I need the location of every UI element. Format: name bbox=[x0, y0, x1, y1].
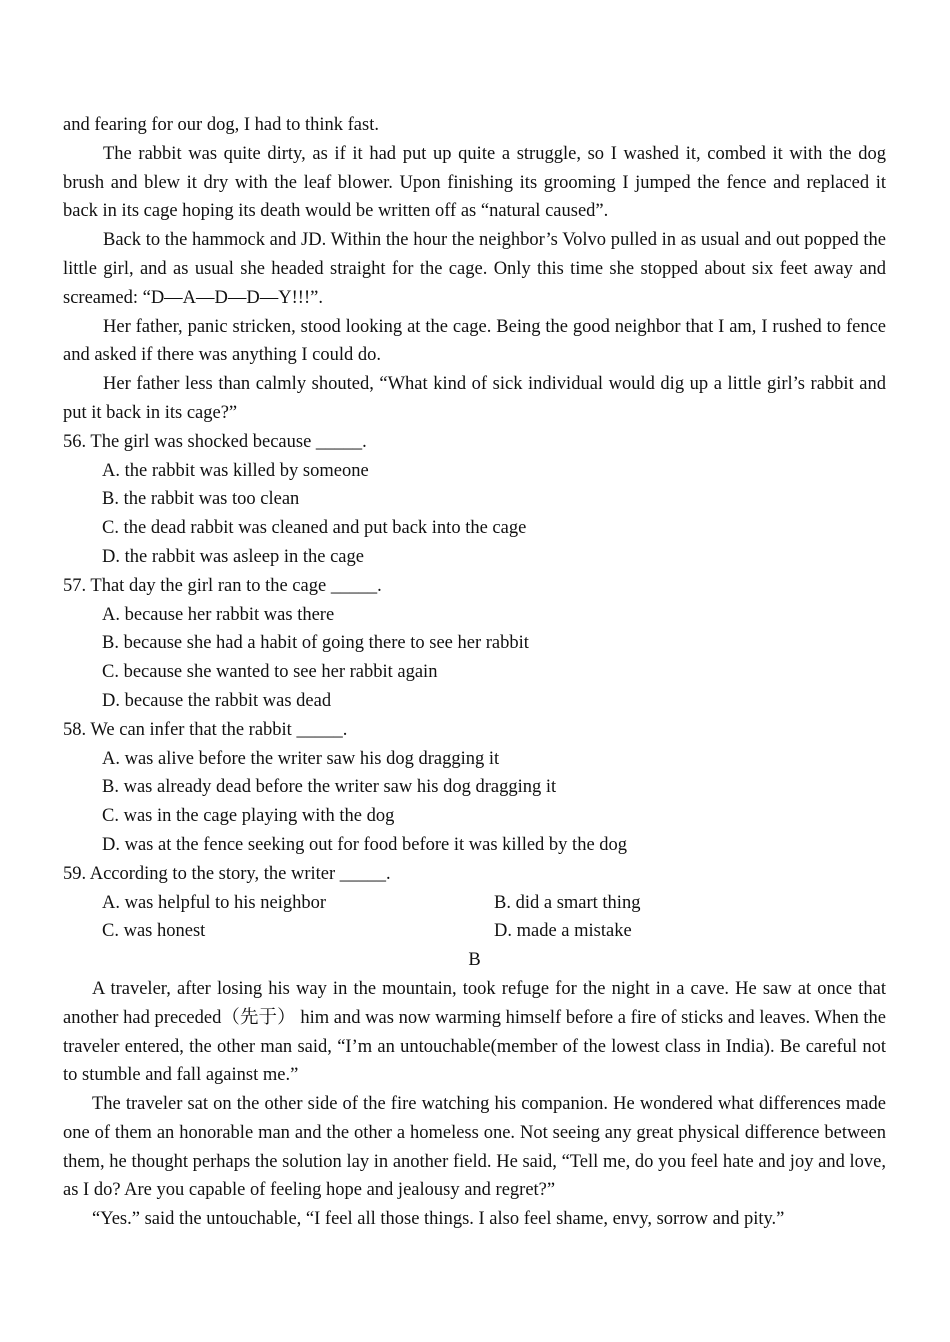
option-b: B. was already dead before the writer saw his dog dragging it bbox=[102, 777, 557, 798]
option-c: C. because she wanted to see her rabbit again bbox=[102, 662, 438, 683]
passage-b-paragraph: A traveler, after losing his way in the mountain, took refuge for the night in a cave. He saw at once that another had preceded（先于） him and was now warming himself before a fire of sticks and leaves. When the traveler entered, the other man said, “I’m an untouchable(member of the lowest class in India). Be careful not to stumble and fall against me.” bbox=[63, 978, 886, 1086]
option-c: C. the dead rabbit was cleaned and put back into the cage bbox=[102, 518, 527, 539]
option-b: B. the rabbit was too clean bbox=[102, 489, 300, 510]
option-d: D. the rabbit was asleep in the cage bbox=[102, 546, 364, 567]
passage-a-paragraph: Back to the hammock and JD. Within the hour the neighbor’s Volvo pulled in as usual and out popped the little girl, and as usual she headed straight for the cage. Only this time she stopped about six feet away and screamed: “D—A—D—D—Y!!!”. bbox=[63, 230, 886, 308]
question-stem: 59. According to the story, the writer _____. bbox=[63, 863, 391, 884]
passage-a-paragraph: The rabbit was quite dirty, as if it had put up quite a struggle, so I washed it, combed it with the dog brush and blew it dry with the leaf blower. Upon finishing its grooming I jumped the fence and replaced it back in its cage hoping its death would be written off as “natural caused”. bbox=[63, 143, 886, 222]
question-stem: 57. That day the girl ran to the cage _____. bbox=[63, 575, 382, 596]
passage-a-paragraph: Her father less than calmly shouted, “What kind of sick individual would dig up a little girl’s rabbit and put it back in its cage?” bbox=[63, 374, 886, 423]
option-a: A. because her rabbit was there bbox=[102, 604, 335, 625]
document-page bbox=[63, 111, 886, 1234]
passage-b-paragraph: “Yes.” said the untouchable, “I feel all those things. I also feel shame, envy, sorrow and pity.” bbox=[92, 1209, 785, 1230]
option-row bbox=[102, 917, 886, 946]
option-d: D. made a mistake bbox=[494, 921, 632, 942]
option-a: A. was helpful to his neighbor bbox=[102, 892, 327, 913]
question-59 bbox=[63, 860, 886, 946]
option-d: D. because the rabbit was dead bbox=[102, 690, 332, 711]
question-stem: 56. The girl was shocked because _____. bbox=[63, 431, 367, 452]
option-d: D. was at the fence seeking out for food before it was killed by the dog bbox=[102, 834, 628, 855]
question-56 bbox=[63, 428, 886, 572]
option-b: B. because she had a habit of going there to see her rabbit bbox=[102, 633, 529, 654]
question-58 bbox=[63, 716, 886, 860]
question-stem: 58. We can infer that the rabbit _____. bbox=[63, 719, 348, 740]
passage-a-paragraph: Her father, panic stricken, stood looking at the cage. Being the good neighbor that I am, I rushed to fence and asked if there was anything I could do. bbox=[63, 316, 886, 366]
option-b: B. did a smart thing bbox=[494, 892, 641, 913]
passage-b-paragraph: The traveler sat on the other side of the fire watching his companion. He wondered what differences made one of them an honorable man and the other a homeless one. Not seeing any great physical difference between them, he thought perhaps the solution lay in another field. He said, “Tell me, do you feel hate and joy and love, as I do? Are you capable of feeling hope and jealousy and regret?” bbox=[63, 1094, 886, 1201]
question-57 bbox=[63, 572, 886, 716]
option-a: A. was alive before the writer saw his dog dragging it bbox=[102, 748, 500, 769]
passage-a-paragraph: and fearing for our dog, I had to think fast. bbox=[63, 115, 379, 135]
section-heading: B bbox=[468, 950, 481, 971]
option-c: C. was in the cage playing with the dog bbox=[102, 806, 395, 827]
option-row bbox=[102, 889, 886, 918]
option-c: C. was honest bbox=[102, 921, 206, 942]
option-a: A. the rabbit was killed by someone bbox=[102, 460, 369, 481]
